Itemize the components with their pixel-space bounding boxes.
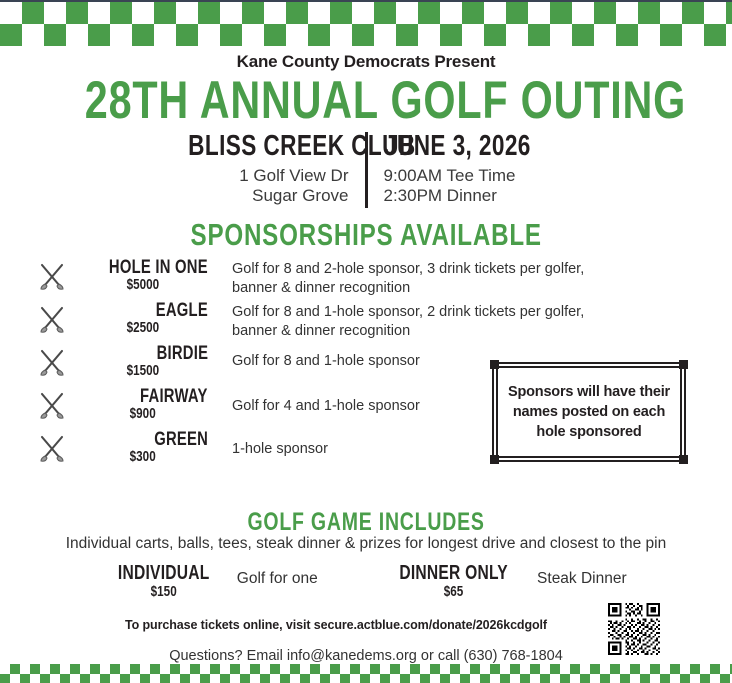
sponsor-note-box <box>492 362 686 462</box>
ticket-label <box>105 563 222 600</box>
ticket-name-text: INDIVIDUAL <box>118 562 210 584</box>
ticket-price <box>105 583 222 600</box>
questions-contact-line: Questions? Email info@kanedems.org or call (630) 768-1804 <box>169 648 563 664</box>
dinner-time: 2:30PM Dinner <box>383 186 497 205</box>
tier-name-text: BIRDIE <box>156 343 208 364</box>
venue-name <box>124 130 416 162</box>
tier-name <box>78 301 208 320</box>
tier-label <box>78 301 212 336</box>
tier-name <box>78 430 208 449</box>
tier-price <box>78 406 208 422</box>
purchase-tickets-line[interactable]: To purchase tickets online, visit secure.actblue.com/donate/2026kcdgolf <box>125 618 547 632</box>
page-title-text: 28TH ANNUAL GOLF OUTING <box>84 71 687 130</box>
ticket-name <box>384 563 523 583</box>
ticket-price-text: $65 <box>443 583 464 600</box>
venue-name-text: BLISS CREEK CLUB <box>187 130 416 162</box>
tier-row <box>0 258 732 301</box>
page-title <box>0 71 732 130</box>
ticket-label <box>384 563 523 600</box>
corner-ornament <box>490 455 499 464</box>
tier-name-text: GREEN <box>154 429 208 450</box>
ticket-option-dinner-only <box>384 563 627 600</box>
corner-ornament <box>679 455 688 464</box>
presenter-line: Kane County Democrats Present <box>236 52 496 71</box>
crossed-golf-clubs-icon <box>26 387 78 421</box>
venue-address-line1: 1 Golf View Dr <box>239 166 349 185</box>
ticket-option-individual <box>105 563 317 600</box>
ticket-name-text: DINNER ONLY <box>399 562 508 584</box>
event-date <box>384 130 609 162</box>
tier-price <box>78 320 208 336</box>
tier-name-text: EAGLE <box>155 300 208 321</box>
tier-price-text: $1500 <box>126 362 160 379</box>
crossed-golf-clubs-icon <box>26 344 78 378</box>
tier-description: Golf for 4 and 1-hole sponsor <box>232 398 420 414</box>
tier-price-text: $900 <box>129 405 157 422</box>
tier-label <box>78 258 212 293</box>
checkerboard-bottom-border <box>0 664 732 683</box>
tier-name <box>78 258 208 277</box>
tee-time: 9:00AM Tee Time <box>383 166 516 185</box>
tier-label <box>78 344 212 379</box>
crossed-golf-clubs-icon <box>26 258 78 292</box>
sponsorships-heading <box>0 218 732 252</box>
tier-price-text: $2500 <box>126 319 160 336</box>
date-block <box>368 130 609 206</box>
venue-block <box>124 130 416 206</box>
tier-price <box>78 449 208 465</box>
tier-row <box>0 301 732 344</box>
tier-price <box>78 277 208 293</box>
tier-name-text: HOLE IN ONE <box>109 257 208 278</box>
ticket-price-text: $150 <box>151 583 178 600</box>
tier-label <box>78 387 212 422</box>
corner-ornament <box>490 360 499 369</box>
tier-description: Golf for 8 and 1-hole sponsor, 2 drink tickets per golfer, banner & dinner recognition <box>232 304 585 339</box>
ticket-name <box>105 563 222 583</box>
corner-ornament <box>679 360 688 369</box>
ticket-price <box>384 583 523 600</box>
game-includes-description: Individual carts, balls, tees, steak dinner & prizes for longest drive and closest to the pin <box>65 535 667 552</box>
sponsor-note-text: Sponsors will have their names posted on each hole sponsored <box>508 384 670 440</box>
ticket-description: Golf for one <box>236 570 318 587</box>
tier-description: 1-hole sponsor <box>232 441 328 457</box>
venue-address-line2: Sugar Grove <box>252 186 349 205</box>
tier-price <box>78 363 208 379</box>
tier-label <box>78 430 212 465</box>
tier-price-text: $5000 <box>126 276 160 293</box>
crossed-golf-clubs-icon <box>26 301 78 335</box>
tier-price-text: $300 <box>129 448 157 465</box>
tier-name <box>78 387 208 406</box>
game-includes-heading-text: GOLF GAME INCLUDES <box>247 508 485 536</box>
event-date-text: JUNE 3, 2026 <box>383 130 531 162</box>
tier-name-text: FAIRWAY <box>140 386 208 407</box>
tier-description: Golf for 8 and 1-hole sponsor <box>232 353 420 369</box>
sponsorships-heading-text: SPONSORSHIPS AVAILABLE <box>190 217 542 252</box>
ticket-options <box>0 563 732 600</box>
ticket-description: Steak Dinner <box>537 570 627 587</box>
tier-name <box>78 344 208 363</box>
checkerboard-top-border <box>0 0 732 46</box>
crossed-golf-clubs-icon <box>26 430 78 464</box>
event-details <box>0 130 732 208</box>
tier-description: Golf for 8 and 2-hole sponsor, 3 drink tickets per golfer, banner & dinner recognition <box>232 261 585 296</box>
